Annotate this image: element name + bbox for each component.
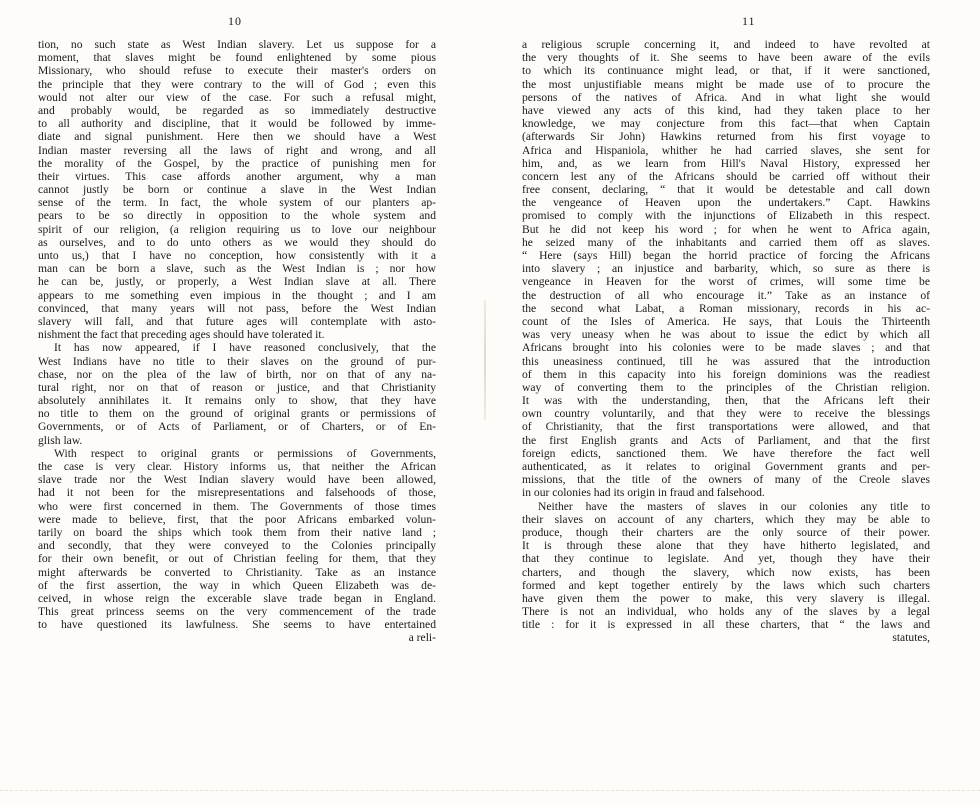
text-line: sense of the term. In fact, the whole system of our planters ap- [38, 196, 436, 210]
text-line: that they continue to legislate. And yet, though they have their [522, 552, 930, 566]
text-line: foreign edicts, sanctioned them. We have therefore the fact well [522, 446, 930, 460]
right-page [490, 0, 980, 807]
text-line: of the first assertion, the way in which Queen Elizabeth was de- [38, 578, 436, 592]
text-line: diate and signal punishment. Here then we should have a West [38, 130, 436, 144]
text-line: persons of the natives of Africa. And in what light she would [522, 90, 930, 104]
text-line: he can be, justly, or properly, a West Indian slave at all. There [38, 275, 436, 289]
text-line: free consent, declaring, “ that it would be detestable and call down [522, 183, 930, 197]
text-line: tarily on board the ships which took them from their native land ; [38, 525, 436, 539]
text-line: nishment the fact that preceding ages should have tolerated it. [38, 328, 325, 342]
text-line: the destruction of all who encourage it.” Take as an instance of [522, 288, 930, 302]
text-line: he seized many of the inhabitants and carried them off as slaves. [522, 235, 930, 249]
text-line: But he did not keep his word ; for when he went to Africa again, [522, 222, 930, 236]
text-line: moment, that slaves might be found enlightened by some pious [38, 51, 436, 65]
text-line: no title to them on the ground of original grants or permissions of [38, 407, 436, 421]
text-line: and probably would, be regarded as so immediately destructive [38, 103, 436, 117]
text-line: title : for it is expressed in all these charters, that “ the laws and [522, 618, 930, 632]
text-line: Missionary, who should refuse to execute their master's orders on [38, 64, 436, 78]
text-line: knowledge, we may conjecture from this fact—that when Captain [522, 117, 930, 131]
text-line: the case is very clear. History informs us, that neither the African [38, 460, 436, 473]
text-line: in our colonies had its origin in fraud and falsehood. [522, 486, 765, 500]
text-line: the vengeance of Heaven upon the undertakers.” Capt. Hawkins [522, 196, 930, 210]
text-line: the principle that they were contrary to the will of God ; even this [38, 77, 436, 91]
text-line: Africans brought into his colonies were to be made slaves ; and that [522, 341, 930, 355]
text-line: absolutely annihilates it. It remains only to show, that they have [38, 394, 436, 408]
text-line: the morality of the Gospel, by the practice of punishing men for [38, 156, 436, 170]
text-line: promised to comply with the injunctions of Elizabeth in this respect. [522, 209, 930, 223]
text-line: to which its continuance might lead, or that, if it were sanctioned, [522, 64, 930, 78]
text-line: of Christianity, that the first transportations were allowed, and that [522, 420, 930, 434]
text-line: spirit of our religion, (a religion requiring us to love our neighbour [38, 222, 436, 236]
text-line: the most unjustifiable means might be made use of to procure the [522, 77, 930, 91]
text-line: slavery will fall, and that future ages will contemplate with asto- [38, 314, 436, 328]
text-line: unto us,) that I have no conception, how consistently with it a [38, 249, 436, 262]
text-line: missions, that the title of the owners of many of the Creole slaves [522, 473, 930, 487]
text-line: way of converting them to the principles of the Christian religion. [522, 380, 930, 394]
text-line: It is through these alone that they have hitherto legislated, and [522, 539, 930, 553]
page-bottom-edge [0, 790, 980, 801]
text-line: man can be born a slave, such as the West Indian is ; nor how [38, 262, 436, 276]
text-line: (afterwards Sir John) Hawkins returned from his first voyage to [522, 130, 930, 144]
text-line: Governments, or of Acts of Parliament, or of Charters, or of En- [38, 420, 436, 434]
text-line: chase, nor on the plea of the law of birth, nor on that of any na- [38, 367, 436, 381]
text-line: of them in this capacity into his foreign dominions was the readiest [522, 367, 930, 381]
text-line: vengeance in Heaven for the worst of crimes, will some time be [522, 275, 930, 289]
text-line: produce, though their charters are the only source of their power. [522, 525, 930, 539]
text-line: the first English grants and Acts of Parliament, and that the first [522, 433, 930, 447]
right-text-column [522, 38, 930, 645]
text-line: had it not been for the misrepresentations and falsehoods of those, [38, 486, 436, 500]
text-line: “ Here (says Hill) began the horrid practice of forcing the Africans [522, 249, 930, 262]
text-line: own country voluntarily, and that they were to receive the blessings [522, 407, 930, 421]
text-line: charters, and though the slavery, which now exists, has been [522, 565, 930, 579]
text-line: into slavery ; an injustice and barbarity, which, so sure as there is [522, 262, 930, 276]
text-line: and secondly, that they were conveyed to the Colonies principally [38, 539, 436, 553]
text-line: count of the Isles of America. He says, that Louis the Thirteenth [522, 314, 930, 328]
left-text-column [38, 38, 436, 645]
text-line: It has now appeared, if I have reasoned conclusively, that the [54, 341, 436, 355]
text-line: was very uneasy when he was about to issue the edict by which all [522, 328, 930, 342]
text-line: cannot justly be born or continue a slave in the West Indian [38, 183, 436, 197]
text-line: this uneasiness continued, till he was assured that the introduction [522, 354, 930, 368]
text-line: slave trade nor the West Indian slavery would have been allowed, [38, 473, 436, 487]
page-number: 11 [742, 14, 756, 28]
text-line: were made to believe, first, that the poor Africans embarked volun- [38, 512, 436, 526]
text-line: tion, no such state as West Indian slavery. Let us suppose for a [38, 38, 436, 51]
text-line: West Indians have no title to their slaves on the ground of pur- [38, 354, 436, 368]
catchword: statutes, [892, 631, 930, 645]
catchword: a reli- [408, 631, 436, 645]
text-line: pears to be so directly in opposition to the whole system and [38, 209, 436, 223]
text-line: have viewed any acts of this kind, had they taken place to her [522, 103, 930, 117]
text-line: authenticated, as it relates to original Government grants and per- [522, 460, 930, 473]
text-line: formed and kept together entirely by the laws which such charters [522, 578, 930, 592]
text-line: as ourselves, and to do unto others as we would they should do [38, 235, 436, 249]
text-line: Africa and Hispaniola, whither he had carried slaves, she sent for [522, 143, 930, 157]
text-line: This great princess seems on the very commencement of the trade [38, 605, 436, 619]
text-line: glish law. [38, 433, 83, 447]
text-line: Indian master reversing all the laws of right and wrong, and all [38, 143, 436, 157]
text-line: the second what Labat, a Roman missionary, records in his ac- [522, 301, 930, 315]
text-line: tural right, nor on that of reason or justice, and that Christianity [38, 380, 436, 394]
text-line: ceived, in whose reign the excerable slave trade began in England. [38, 591, 436, 605]
text-line: to all authority and discipline, that it would be followed by imme- [38, 117, 436, 131]
text-line: him, and, as we learn from Hill's Naval History, expressed her [522, 156, 930, 170]
text-line: their slaves on account of any charters, which they may be able to [522, 512, 930, 526]
text-line: With respect to original grants or permissions of Governments, [54, 446, 436, 460]
text-line: concern lest any of the Africans should be carried off without their [522, 169, 930, 183]
text-line: to have questioned its lawfulness. She seems to have entertained [38, 618, 436, 632]
text-line: who were first concerned in them. The Governments of those times [38, 499, 436, 513]
page-number: 10 [228, 14, 242, 28]
text-line: for their own benefit, or out of Christian feeling for them, that they [38, 552, 436, 566]
text-line: the very thoughts of it. She seems to have been aware of the evils [522, 51, 930, 65]
text-line: Neither have the masters of slaves in our colonies any title to [538, 499, 930, 513]
text-line: their virtues. This case affords another argument, why a man [38, 169, 436, 183]
text-line: appears to me something even impious in the thought ; and I am [38, 288, 436, 302]
text-line: It was with the understanding, then, that the Africans left their [522, 394, 930, 408]
text-line: have given them the power to make, this very slavery is illegal. [522, 591, 930, 605]
text-line: would not alter our view of the case. For such a refusal might, [38, 90, 436, 104]
book-gutter [484, 300, 486, 420]
text-line: a religious scruple concerning it, and indeed to have revolted at [522, 38, 930, 51]
text-line: There is not an individual, who holds any of the slaves by a legal [522, 605, 930, 619]
text-line: convinced, that many years will not pass, before the West Indian [38, 301, 436, 315]
text-line: might afterwards be converted to Christianity. Take as an instance [38, 565, 436, 579]
